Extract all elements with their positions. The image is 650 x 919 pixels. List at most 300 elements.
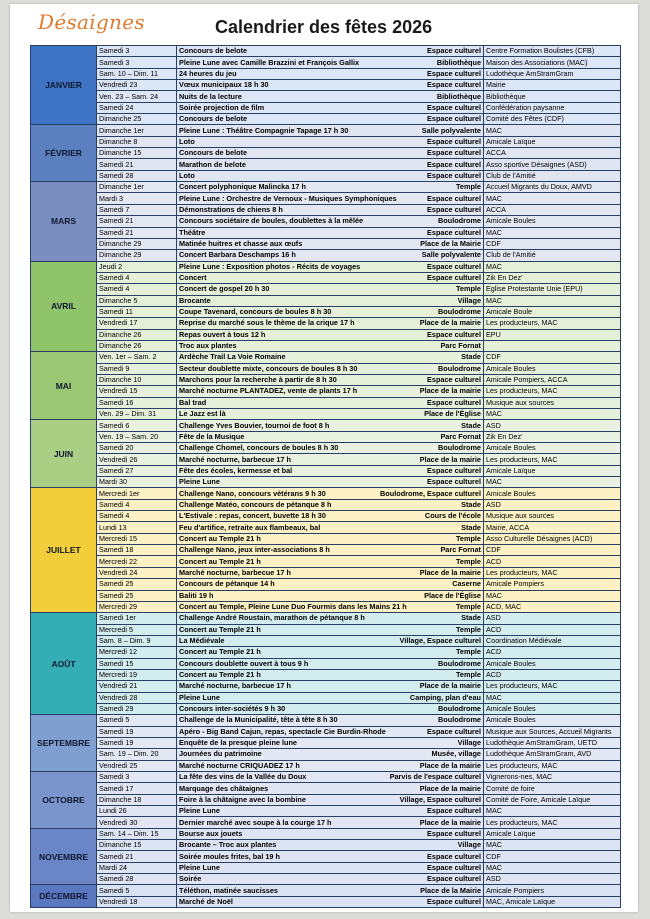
event-organizer: Amicale Boules [484, 715, 621, 726]
event-location: Bibliothèque [436, 91, 481, 101]
month-label: OCTOBRE [31, 772, 97, 829]
event-row [31, 567, 621, 578]
event-cell [177, 136, 484, 147]
event-title: Pleine Lune [179, 477, 220, 487]
event-location: Salle polyvalente [421, 125, 481, 135]
event-title: Pleine Lune : Orchestre de Vernoux - Musiques Symphoniques [179, 193, 397, 203]
event-row [31, 783, 621, 794]
event-organizer: Les producteurs, MAC [484, 318, 621, 329]
event-title: Pleine Lune : Théâtre Compagnie Tapage 17 h 30 [179, 125, 349, 135]
event-row [31, 737, 621, 748]
event-row [31, 896, 621, 907]
event-date: Samedi 4 [97, 272, 177, 283]
event-cell [177, 613, 484, 624]
event-cell [177, 874, 484, 885]
month-label: MARS [31, 182, 97, 261]
event-cell [177, 284, 484, 295]
event-title: Pleine Lune [179, 862, 220, 872]
event-cell [177, 669, 484, 680]
event-date: Samedi 4 [97, 511, 177, 522]
event-organizer: MAC [484, 193, 621, 204]
event-date: Samedi 3 [97, 772, 177, 783]
event-location: Espace culturel [427, 68, 481, 78]
event-location: Espace culturel [427, 896, 481, 906]
event-cell [177, 386, 484, 397]
event-cell [177, 114, 484, 125]
event-date: Vendredi 17 [97, 318, 177, 329]
event-date: Samedi 1er [97, 613, 177, 624]
event-date: Vendredi 26 [97, 454, 177, 465]
event-location: Espace culturel [427, 193, 481, 203]
event-location: Espace culturel [427, 828, 481, 838]
event-location: Place de la mairie [419, 681, 481, 691]
event-title: Pleine Lune [179, 692, 220, 702]
event-title: Challenge Matéo, concours de pétanque 8 h [179, 499, 332, 509]
event-title: Feu d'artifice, retraite aux flambeaux, bal [179, 522, 321, 532]
event-organizer: MAC [484, 295, 621, 306]
event-title: L'Estivale : repas, concert, buvette 18 h 30 [179, 511, 326, 521]
event-row [31, 647, 621, 658]
event-organizer: Zik En Dez' [484, 431, 621, 442]
event-location: Espace culturel [427, 874, 481, 884]
event-date: Mercredi 12 [97, 647, 177, 658]
event-cell [177, 692, 484, 703]
event-date: Mercredi 22 [97, 556, 177, 567]
event-location: Espace culturel [427, 80, 481, 90]
event-location: Salle polyvalente [421, 250, 481, 260]
event-date: Samedi 28 [97, 874, 177, 885]
event-row [31, 318, 621, 329]
event-row [31, 851, 621, 862]
event-title: Pleine Lune [179, 806, 220, 816]
event-row [31, 136, 621, 147]
event-organizer: Les producteurs, MAC [484, 681, 621, 692]
event-title: Reprise du marché sous le thème de la crique 17 h [179, 318, 355, 328]
event-date: Samedi 19 [97, 737, 177, 748]
calendar-body [31, 46, 621, 908]
event-location: Place de l'Église [424, 409, 481, 419]
event-row [31, 80, 621, 91]
event-date: Samedi 5 [97, 885, 177, 896]
event-title: Repas ouvert à tous 12 h [179, 329, 266, 339]
event-row [31, 91, 621, 102]
event-title: Bourse aux jouets [179, 828, 243, 838]
event-cell [177, 420, 484, 431]
event-cell [177, 783, 484, 794]
month-label: MAI [31, 352, 97, 420]
month-label: JANVIER [31, 46, 97, 125]
event-cell [177, 397, 484, 408]
event-cell [177, 477, 484, 488]
event-organizer: Zik En Dez' [484, 272, 621, 283]
event-organizer: Asso sportive Désaignes (ASD) [484, 159, 621, 170]
event-organizer: Vignerons-nes, MAC [484, 772, 621, 783]
event-location: Temple [455, 602, 481, 612]
event-organizer: EPU [484, 329, 621, 340]
event-cell [177, 182, 484, 193]
event-organizer: ACD [484, 669, 621, 680]
event-organizer: MAC [484, 477, 621, 488]
event-date: Samedi 21 [97, 227, 177, 238]
event-location: Espace culturel [427, 851, 481, 861]
event-organizer: ASD [484, 499, 621, 510]
event-row [31, 885, 621, 896]
event-row [31, 57, 621, 68]
event-location: Place de la mairie [419, 760, 481, 770]
event-organizer: Musique aux sources [484, 511, 621, 522]
event-organizer: Club de l'Amitié [484, 170, 621, 181]
event-title: Pleine Lune avec Camille Brazzini et François Gallix [179, 57, 360, 67]
event-row [31, 511, 621, 522]
event-date: Sam. 8 – Dim. 9 [97, 635, 177, 646]
month-label: DÉCEMBRE [31, 885, 97, 908]
event-location: Place de l'Église [424, 590, 481, 600]
event-organizer: MAC [484, 806, 621, 817]
event-date: Samedi 4 [97, 499, 177, 510]
event-row [31, 125, 621, 136]
event-organizer: Mairie, ACCA [484, 522, 621, 533]
event-title: Troc aux plantes [179, 341, 237, 351]
event-location: Camping, plan d'eau [409, 692, 481, 702]
event-date: Samedi 21 [97, 851, 177, 862]
event-cell [177, 499, 484, 510]
event-row [31, 386, 621, 397]
event-cell [177, 431, 484, 442]
event-cell [177, 851, 484, 862]
event-cell [177, 46, 484, 57]
month-label: AOÛT [31, 613, 97, 715]
event-cell [177, 522, 484, 533]
event-cell [177, 409, 484, 420]
event-row [31, 193, 621, 204]
event-title: Challenge Chomel, concours de boules 8 h 30 [179, 443, 339, 453]
event-organizer: ACD, MAC [484, 601, 621, 612]
event-cell [177, 737, 484, 748]
event-title: Concert au Temple 21 h [179, 624, 261, 634]
event-row [31, 340, 621, 351]
event-title: Soirée projection de film [179, 102, 265, 112]
event-date: Samedi 6 [97, 420, 177, 431]
event-date: Dimanche 8 [97, 136, 177, 147]
event-location: Boulodrome [438, 363, 481, 373]
event-date: Samedi 27 [97, 465, 177, 476]
event-title: Secteur doublette mixte, concours de boules 8 h 30 [179, 363, 358, 373]
event-row [31, 409, 621, 420]
event-cell [177, 272, 484, 283]
event-row [31, 182, 621, 193]
event-cell [177, 68, 484, 79]
event-cell [177, 102, 484, 113]
event-title: Le Jazz est là [179, 409, 226, 419]
event-row [31, 250, 621, 261]
event-date: Mardi 24 [97, 862, 177, 873]
event-row [31, 715, 621, 726]
event-row [31, 533, 621, 544]
event-title: Baliti 19 h [179, 590, 214, 600]
event-title: Challenge de la Municipalité, tête à tête 8 h 30 [179, 715, 338, 725]
event-organizer: Coordination Médiévale [484, 635, 621, 646]
event-title: Brocante – Troc aux plantes [179, 840, 277, 850]
event-location: Espace culturel [427, 329, 481, 339]
event-organizer: Amicale Boules [484, 703, 621, 714]
event-location: Caserne [452, 579, 481, 589]
event-cell [177, 567, 484, 578]
event-cell [177, 340, 484, 351]
event-title: Concert au Temple 21 h [179, 647, 261, 657]
event-cell [177, 658, 484, 669]
event-row [31, 669, 621, 680]
event-row [31, 590, 621, 601]
event-row [31, 579, 621, 590]
event-cell [177, 306, 484, 317]
event-organizer: Asso Culturelle Désaignes (ACD) [484, 533, 621, 544]
event-location: Parc Fornat [440, 431, 481, 441]
event-date: Dimanche 5 [97, 295, 177, 306]
event-row [31, 488, 621, 499]
event-organizer: Amicale Boules [484, 363, 621, 374]
event-row [31, 477, 621, 488]
event-row [31, 635, 621, 646]
event-row [31, 465, 621, 476]
event-location: Espace culturel [427, 273, 481, 283]
events-calendar-table [30, 45, 621, 908]
event-location: Espace culturel [427, 136, 481, 146]
event-date: Lundi 13 [97, 522, 177, 533]
event-title: Marchons pour la recherche à partir de 8 h 30 [179, 375, 337, 385]
event-organizer: ACCA [484, 148, 621, 159]
event-row [31, 68, 621, 79]
event-row [31, 374, 621, 385]
month-label: NOVEMBRE [31, 828, 97, 885]
event-date: Dimanche 25 [97, 114, 177, 125]
event-row [31, 794, 621, 805]
event-title: Brocante [179, 295, 211, 305]
event-date: Samedi 25 [97, 590, 177, 601]
event-location: Stade [461, 420, 481, 430]
event-location: Espace culturel [427, 114, 481, 124]
event-title: Pleine Lune : Exposition photos - Récits de voyages [179, 261, 361, 271]
page-title: Calendrier des fêtes 2026 [215, 17, 433, 37]
event-organizer: ACD [484, 624, 621, 635]
event-location: Place de la mairie [419, 567, 481, 577]
event-row [31, 817, 621, 828]
event-title: Challenge Nano, jeux inter-associations 8 h [179, 545, 330, 555]
event-location: Espace culturel [427, 227, 481, 237]
event-date: Mercredi 15 [97, 533, 177, 544]
event-row [31, 692, 621, 703]
event-location: Village [457, 738, 481, 748]
event-date: Samedi 16 [97, 397, 177, 408]
event-title: Concert Barbara Deschamps 16 h [179, 250, 296, 260]
event-cell [177, 590, 484, 601]
event-row [31, 431, 621, 442]
event-row [31, 658, 621, 669]
event-title: Soirée moules frites, bal 19 h [179, 851, 280, 861]
event-date: Samedi 25 [97, 579, 177, 590]
event-cell [177, 601, 484, 612]
event-title: Bal trad [179, 397, 207, 407]
event-date: Vendredi 28 [97, 692, 177, 703]
event-organizer: Les producteurs, MAC [484, 817, 621, 828]
event-row [31, 148, 621, 159]
event-row [31, 272, 621, 283]
event-row [31, 862, 621, 873]
event-organizer: MAC, Amicale Laïque [484, 896, 621, 907]
event-cell [177, 329, 484, 340]
event-location: Parc Fornat [440, 341, 481, 351]
month-label: FÉVRIER [31, 125, 97, 182]
event-organizer: MAC [484, 227, 621, 238]
event-title: Théâtre [179, 227, 206, 237]
event-location: Village [457, 295, 481, 305]
event-title: Concours de belote [179, 148, 248, 158]
event-location: Place de la mairie [419, 454, 481, 464]
event-title: Ardèche Trail La Voie Romaine [179, 352, 286, 362]
event-date: Samedi 7 [97, 204, 177, 215]
event-date: Samedi 3 [97, 57, 177, 68]
event-row [31, 284, 621, 295]
event-location: Village, Espace culturel [399, 636, 481, 646]
event-location: Espace culturel [427, 862, 481, 872]
event-organizer: MAC [484, 261, 621, 272]
event-location: Temple [455, 647, 481, 657]
event-date: Mercredi 19 [97, 669, 177, 680]
event-location: Temple [455, 670, 481, 680]
month-label: JUIN [31, 420, 97, 488]
event-location: Boulodrome [438, 704, 481, 714]
event-date: Samedi 5 [97, 715, 177, 726]
event-title: Apéro - Big Band Cajun, repas, spectacle Cie Burdin-Rhode [179, 726, 386, 736]
event-title: Foire à la châtaigne avec la bombine [179, 794, 306, 804]
event-row [31, 170, 621, 181]
event-location: Espace culturel [427, 726, 481, 736]
event-location: Temple [455, 533, 481, 543]
event-organizer: CDF [484, 352, 621, 363]
event-title: Concert au Temple 21 h [179, 556, 261, 566]
event-title: Concours de belote [179, 46, 248, 56]
event-cell [177, 374, 484, 385]
month-label: SEPTEMBRE [31, 715, 97, 772]
event-row [31, 760, 621, 771]
event-title: Challenge Nano, concours vétérans 9 h 30 [179, 488, 326, 498]
event-cell [177, 806, 484, 817]
event-cell [177, 454, 484, 465]
event-date: Samedi 19 [97, 726, 177, 737]
event-date: Vendredi 18 [97, 896, 177, 907]
event-title: Marathon de belote [179, 159, 246, 169]
event-date: Mercredi 29 [97, 601, 177, 612]
event-cell [177, 148, 484, 159]
event-date: Samedi 4 [97, 284, 177, 295]
event-date: Samedi 24 [97, 102, 177, 113]
event-cell [177, 227, 484, 238]
event-organizer: Amicale Boules [484, 658, 621, 669]
event-cell [177, 295, 484, 306]
event-date: Vendredi 30 [97, 817, 177, 828]
event-location: Boulodrome [438, 443, 481, 453]
event-title: Marché nocturne, barbecue 17 h [179, 454, 291, 464]
event-date: Mercredi 1er [97, 488, 177, 499]
event-row [31, 261, 621, 272]
event-title: Marché nocturne, barbecue 17 h [179, 567, 291, 577]
event-date: Samedi 15 [97, 658, 177, 669]
event-cell [177, 828, 484, 839]
event-title: Démonstrations de chiens 8 h [179, 204, 283, 214]
event-row [31, 624, 621, 635]
event-date: Vendredi 24 [97, 567, 177, 578]
event-cell [177, 57, 484, 68]
event-title: Marquage des châtaignes [179, 783, 269, 793]
event-date: Ven. 23 – Sam. 24 [97, 91, 177, 102]
event-row [31, 703, 621, 714]
event-date: Ven. 29 – Dim. 31 [97, 409, 177, 420]
event-organizer: MAC [484, 862, 621, 873]
event-cell [177, 318, 484, 329]
event-row [31, 102, 621, 113]
event-organizer: Amicale Laïque [484, 828, 621, 839]
event-cell [177, 204, 484, 215]
event-row [31, 46, 621, 57]
event-cell [177, 125, 484, 136]
event-cell [177, 840, 484, 851]
event-organizer: CDF [484, 851, 621, 862]
event-cell [177, 794, 484, 805]
event-cell [177, 896, 484, 907]
event-organizer: Musique aux sources [484, 397, 621, 408]
event-cell [177, 579, 484, 590]
event-row [31, 454, 621, 465]
event-organizer: Ludothèque AmStramGram, UETD [484, 737, 621, 748]
event-location: Cours de l'école [424, 511, 481, 521]
event-location: Espace culturel [427, 102, 481, 112]
event-row [31, 306, 621, 317]
event-organizer: MAC [484, 125, 621, 136]
event-organizer: Amicale Boules [484, 216, 621, 227]
event-row [31, 874, 621, 885]
event-location: Espace culturel [427, 477, 481, 487]
event-organizer: ASD [484, 613, 621, 624]
event-cell [177, 817, 484, 828]
event-cell [177, 363, 484, 374]
event-location: Village [457, 840, 481, 850]
event-title: Téléthon, matinée saucisses [179, 885, 278, 895]
event-title: Loto [179, 170, 195, 180]
event-date: Ven. 1er – Sam. 2 [97, 352, 177, 363]
event-date: Samedi 11 [97, 306, 177, 317]
event-title: La fête des vins de la Vallée du Doux [179, 772, 307, 782]
event-location: Stade [461, 499, 481, 509]
event-location: Place de la mairie [419, 318, 481, 328]
event-title: Concert au Temple 21 h [179, 533, 261, 543]
event-cell [177, 556, 484, 567]
event-organizer: Amicale Boule [484, 306, 621, 317]
event-cell [177, 533, 484, 544]
event-row [31, 352, 621, 363]
event-cell [177, 80, 484, 91]
event-row [31, 681, 621, 692]
event-cell [177, 443, 484, 454]
event-date: Dimanche 18 [97, 794, 177, 805]
event-row [31, 363, 621, 374]
event-organizer: Mairie [484, 80, 621, 91]
event-date: Mardi 30 [97, 477, 177, 488]
event-location: Espace culturel [427, 465, 481, 475]
event-date: Dimanche 15 [97, 148, 177, 159]
event-row [31, 227, 621, 238]
event-date: Jeudi 2 [97, 261, 177, 272]
event-title: Loto [179, 136, 195, 146]
event-cell [177, 726, 484, 737]
